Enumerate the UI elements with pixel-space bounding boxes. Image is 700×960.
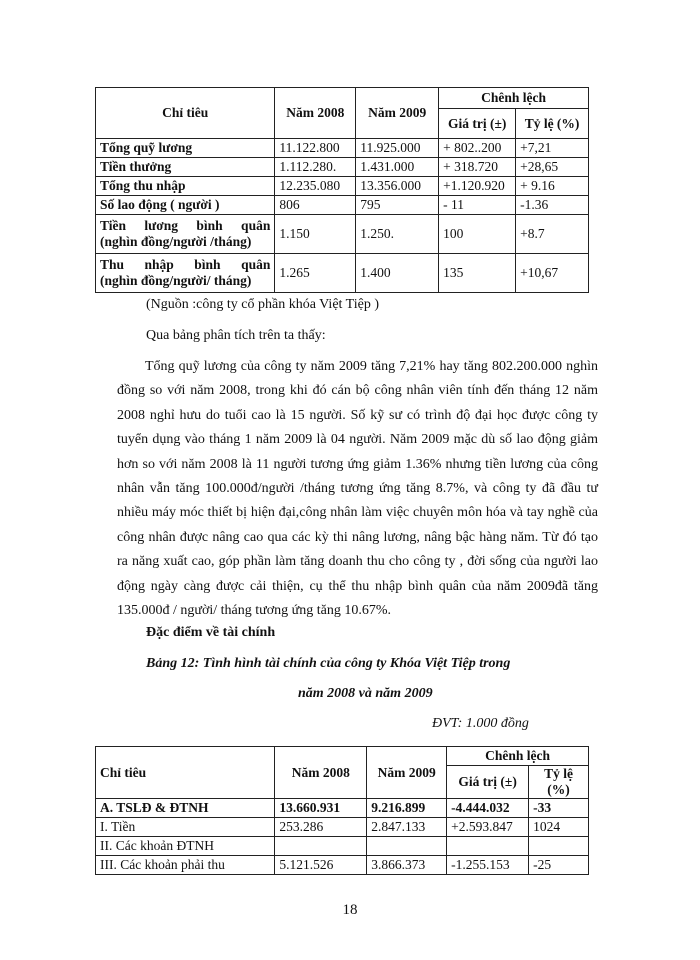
cell-diff: - 11	[439, 196, 516, 215]
cell-2008: 12.235.080	[275, 177, 356, 196]
cell-diff: +2.593.847	[447, 818, 529, 837]
cell-diff	[447, 837, 529, 856]
unit-note: ĐVT: 1.000 đồng	[432, 716, 529, 731]
cell-2009: 3.866.373	[367, 856, 447, 875]
row-label: Số lao động ( người )	[96, 196, 275, 215]
header-gia-tri: Giá trị (±)	[447, 766, 529, 799]
cell-diff: + 802..200	[439, 139, 516, 158]
header-chi-tieu: Chỉ tiêu	[96, 88, 275, 139]
header-year-2008: Năm 2008	[275, 88, 356, 139]
row-label: A. TSLĐ & ĐTNH	[96, 799, 275, 818]
header-year-2009: Năm 2009	[356, 88, 439, 139]
header-year-2009: Năm 2009	[367, 747, 447, 799]
cell-2008	[275, 837, 367, 856]
table-row	[96, 158, 589, 177]
cell-diff: 135	[439, 254, 516, 293]
row-label-line2: (nghìn đồng/người/ tháng)	[100, 273, 252, 288]
table-row	[96, 254, 589, 293]
row-label: Tiền thưởng	[96, 158, 275, 177]
table-row	[96, 799, 589, 818]
table-row	[96, 139, 589, 158]
cell-pct: -1.36	[516, 196, 589, 215]
source-note: (Nguồn :công ty cổ phần khóa Việt Tiệp )	[146, 297, 379, 312]
row-label-line1: Tiền lương bình quân	[100, 218, 271, 233]
cell-diff: +1.120.920	[439, 177, 516, 196]
cell-2008: 1.265	[275, 254, 356, 293]
table-caption-line2: năm 2008 và năm 2009	[298, 686, 433, 701]
cell-pct	[529, 837, 589, 856]
table-row	[96, 177, 589, 196]
cell-diff: + 318.720	[439, 158, 516, 177]
header-chi-tieu: Chỉ tiêu	[96, 747, 275, 799]
cell-2008: 806	[275, 196, 356, 215]
cell-2008: 253.286	[275, 818, 367, 837]
row-label-line1: Thu nhập bình quân	[100, 257, 271, 272]
row-label: Tổng thu nhập	[96, 177, 275, 196]
row-label: I. Tiền	[96, 818, 275, 837]
header-year-2008: Năm 2008	[275, 747, 367, 799]
cell-pct: 1024	[529, 818, 589, 837]
cell-pct: -33	[529, 799, 589, 818]
paragraph-text: Tổng quỹ lương của công ty năm 2009 tăng 7,21% hay tăng 802.200.000 nghìn đồng so với năm 2008, trong khi đó cán bộ công nhân viên tính đến tháng 12 năm 2008 nghỉ hưu do tuổi cao là 15 người. Số kỹ sư có trình độ đại học được công ty tuyển dụng vào tháng 1 năm 2009 là 04 người. Năm 2009 mặc dù số lao động giảm hơn so với năm 2008 là 11 người tương ứng giảm 1.36% nhưng tiền lương của công nhân vẫn tăng 100.000đ/người /tháng tương ứng tăng 8.7%, và công ty đã đầu tư nhiều máy móc thiết bị hiện đại,công nhân làm việc chuyên môn hóa và tay nghề của công nhân được nâng cao qua các kỳ thi nâng lương, nâng bậc hàng năm. Từ đó tạo ra năng xuất cao, góp phần làm tăng doanh thu cho công ty , đời sống của người lao động ngày càng được cải thiện, cụ thể thu nhập bình quân của năm 2009đã tăng 135.000đ / người/ tháng tương ứng tăng 10.67%.	[117, 359, 598, 619]
cell-2009: 1.400	[356, 254, 439, 293]
cell-2009: 2.847.133	[367, 818, 447, 837]
cell-pct: -25	[529, 856, 589, 875]
cell-2009: 795	[356, 196, 439, 215]
table-row	[96, 837, 589, 856]
row-label	[96, 254, 275, 293]
cell-2009: 1.431.000	[356, 158, 439, 177]
cell-2008: 5.121.526	[275, 856, 367, 875]
section-heading: Đặc điểm về tài chính	[146, 625, 276, 640]
header-ty-le: Tỷ lệ (%)	[529, 766, 589, 799]
cell-pct: + 9.16	[516, 177, 589, 196]
table-header-row	[96, 88, 589, 109]
analysis-paragraph	[117, 355, 598, 623]
salary-table	[95, 87, 589, 293]
cell-2009	[367, 837, 447, 856]
intro-line: Qua bảng phân tích trên ta thấy:	[146, 328, 326, 343]
finance-table	[95, 746, 589, 875]
cell-2009: 11.925.000	[356, 139, 439, 158]
cell-pct: +7,21	[516, 139, 589, 158]
cell-pct: +28,65	[516, 158, 589, 177]
cell-diff: -4.444.032	[447, 799, 529, 818]
header-chenh-lech: Chênh lệch	[447, 747, 589, 766]
page-number: 18	[342, 902, 358, 918]
cell-2008: 1.150	[275, 215, 356, 254]
cell-2008: 11.122.800	[275, 139, 356, 158]
table-row	[96, 818, 589, 837]
table-row	[96, 856, 589, 875]
cell-2009: 13.356.000	[356, 177, 439, 196]
cell-2008: 1.112.280.	[275, 158, 356, 177]
header-gia-tri: Giá trị (±)	[439, 109, 516, 139]
cell-2009: 9.216.899	[367, 799, 447, 818]
table-header-row	[96, 747, 589, 766]
table-row	[96, 215, 589, 254]
row-label	[96, 215, 275, 254]
row-label: Tổng quỹ lương	[96, 139, 275, 158]
table-caption-line1: Bảng 12: Tình hình tài chính của công ty Khóa Việt Tiệp trong	[146, 656, 511, 671]
cell-2008: 13.660.931	[275, 799, 367, 818]
header-ty-le: Tỷ lệ (%)	[516, 109, 589, 139]
cell-pct: +10,67	[516, 254, 589, 293]
row-label-line2: (nghìn đồng/người /tháng)	[100, 234, 252, 249]
row-label: III. Các khoản phải thu	[96, 856, 275, 875]
cell-2009: 1.250.	[356, 215, 439, 254]
header-chenh-lech: Chênh lệch	[439, 88, 589, 109]
row-label: II. Các khoản ĐTNH	[96, 837, 275, 856]
table-row	[96, 196, 589, 215]
cell-pct: +8.7	[516, 215, 589, 254]
cell-diff: 100	[439, 215, 516, 254]
cell-diff: -1.255.153	[447, 856, 529, 875]
